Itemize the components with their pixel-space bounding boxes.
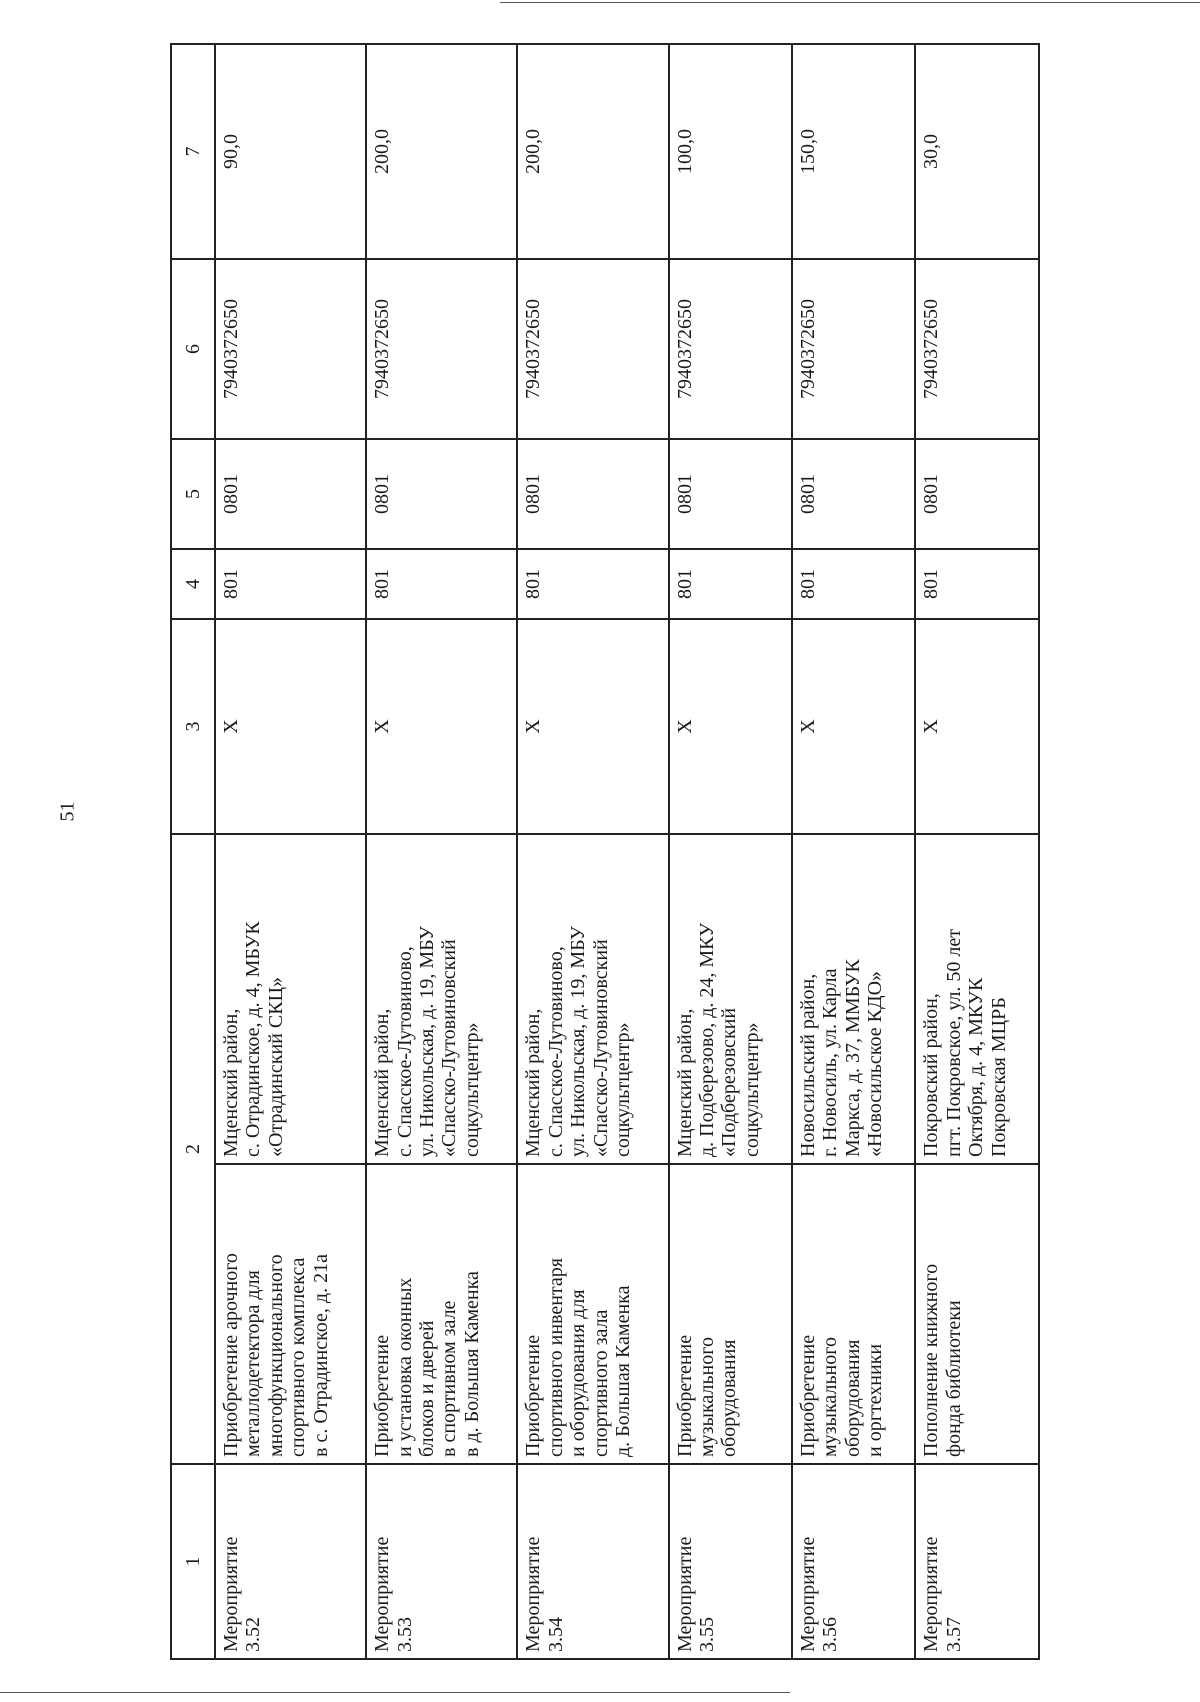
header-col-4: 4 (171, 549, 215, 619)
header-col-1: 1 (171, 1464, 215, 1659)
table-row (366, 44, 517, 1659)
section-code-cell: 0801 (669, 439, 792, 549)
table-row (669, 44, 792, 1659)
target-code-cell: 7940372650 (669, 259, 792, 439)
header-row (171, 44, 215, 1659)
event-description-cell: Приобретение арочного металлодетектора для многофункционального спортивного комплекса в с. Отрадинское, д. 21а (215, 1164, 366, 1464)
event-id-cell: Мероприятие 3.53 (366, 1464, 517, 1659)
ministry-code-cell: 801 (366, 549, 517, 619)
target-code-cell: 7940372650 (792, 259, 915, 439)
recipient-address-cell: Новосильский район, г. Новосиль, ул. Карла Маркса, д. 37, ММБУК «Новосильское КДО» (792, 834, 915, 1164)
section-code-cell: 0801 (366, 439, 517, 549)
event-id-cell: Мероприятие 3.56 (792, 1464, 915, 1659)
header-col-6: 6 (171, 259, 215, 439)
header-col-2: 2 (171, 834, 215, 1464)
table-row (517, 44, 668, 1659)
table-row (215, 44, 366, 1659)
event-description-cell: Приобретение музыкального оборудования и оргтехники (792, 1164, 915, 1464)
marker-cell: X (215, 619, 366, 834)
section-code-cell: 0801 (915, 439, 1039, 549)
target-code-cell: 7940372650 (517, 259, 668, 439)
recipient-address-cell: Мценский район, с. Спасское-Лутовиново, ул. Никольская, д. 19, МБУ «Спасско-Лутовиновский соцкультцентр» (366, 834, 517, 1164)
ministry-code-cell: 801 (669, 549, 792, 619)
amount-cell: 150,0 (792, 44, 915, 259)
budget-table (170, 43, 1040, 1660)
section-code-cell: 0801 (517, 439, 668, 549)
event-id-cell: Мероприятие 3.55 (669, 1464, 792, 1659)
scan-line-top (500, 2, 1200, 3)
ministry-code-cell: 801 (517, 549, 668, 619)
marker-cell: X (669, 619, 792, 834)
amount-cell: 200,0 (517, 44, 668, 259)
marker-cell: X (915, 619, 1039, 834)
marker-cell: X (792, 619, 915, 834)
event-description-cell: Приобретение музыкального оборудования (669, 1164, 792, 1464)
table-row (915, 44, 1039, 1659)
amount-cell: 200,0 (366, 44, 517, 259)
target-code-cell: 7940372650 (215, 259, 366, 439)
section-code-cell: 0801 (792, 439, 915, 549)
scan-line-bottom (0, 1692, 790, 1693)
amount-cell: 90,0 (215, 44, 366, 259)
header-col-3: 3 (171, 619, 215, 834)
event-id-cell: Мероприятие 3.54 (517, 1464, 668, 1659)
amount-cell: 30,0 (915, 44, 1039, 259)
event-id-cell: Мероприятие 3.52 (215, 1464, 366, 1659)
event-description-cell: Приобретение спортивного инвентаря и оборудования для спортивного зала д. Большая Каменка (517, 1164, 668, 1464)
target-code-cell: 7940372650 (366, 259, 517, 439)
recipient-address-cell: Покровский район, пгт. Покровское, ул. 50 лет Октября, д. 4, МКУК Покровская МЦРБ (915, 834, 1039, 1164)
table-row (792, 44, 915, 1659)
ministry-code-cell: 801 (915, 549, 1039, 619)
event-description-cell: Пополнение книжного фонда библиотеки (915, 1164, 1039, 1464)
section-code-cell: 0801 (215, 439, 366, 549)
recipient-address-cell: Мценский район, с. Спасское-Лутовиново, ул. Никольская, д. 19, МБУ «Спасско-Лутовиновский соцкультцентр» (517, 834, 668, 1164)
event-id-cell: Мероприятие 3.57 (915, 1464, 1039, 1659)
marker-cell: X (517, 619, 668, 834)
ministry-code-cell: 801 (215, 549, 366, 619)
amount-cell: 100,0 (669, 44, 792, 259)
ministry-code-cell: 801 (792, 549, 915, 619)
marker-cell: X (366, 619, 517, 834)
recipient-address-cell: Мценский район, с. Отрадинское, д. 4, МБУК «Отрадинский СКЦ» (215, 834, 366, 1164)
recipient-address-cell: Мценский район, д. Подберезово, д. 24, МКУ «Подберезовский соцкультцентр» (669, 834, 792, 1164)
rotated-table-stage (170, 45, 1040, 1660)
header-col-7: 7 (171, 44, 215, 259)
event-description-cell: Приобретение и установка оконных блоков и дверей в спортивном зале в д. Большая Каменка (366, 1164, 517, 1464)
header-col-5: 5 (171, 439, 215, 549)
page-number: 51 (56, 801, 79, 822)
target-code-cell: 7940372650 (915, 259, 1039, 439)
